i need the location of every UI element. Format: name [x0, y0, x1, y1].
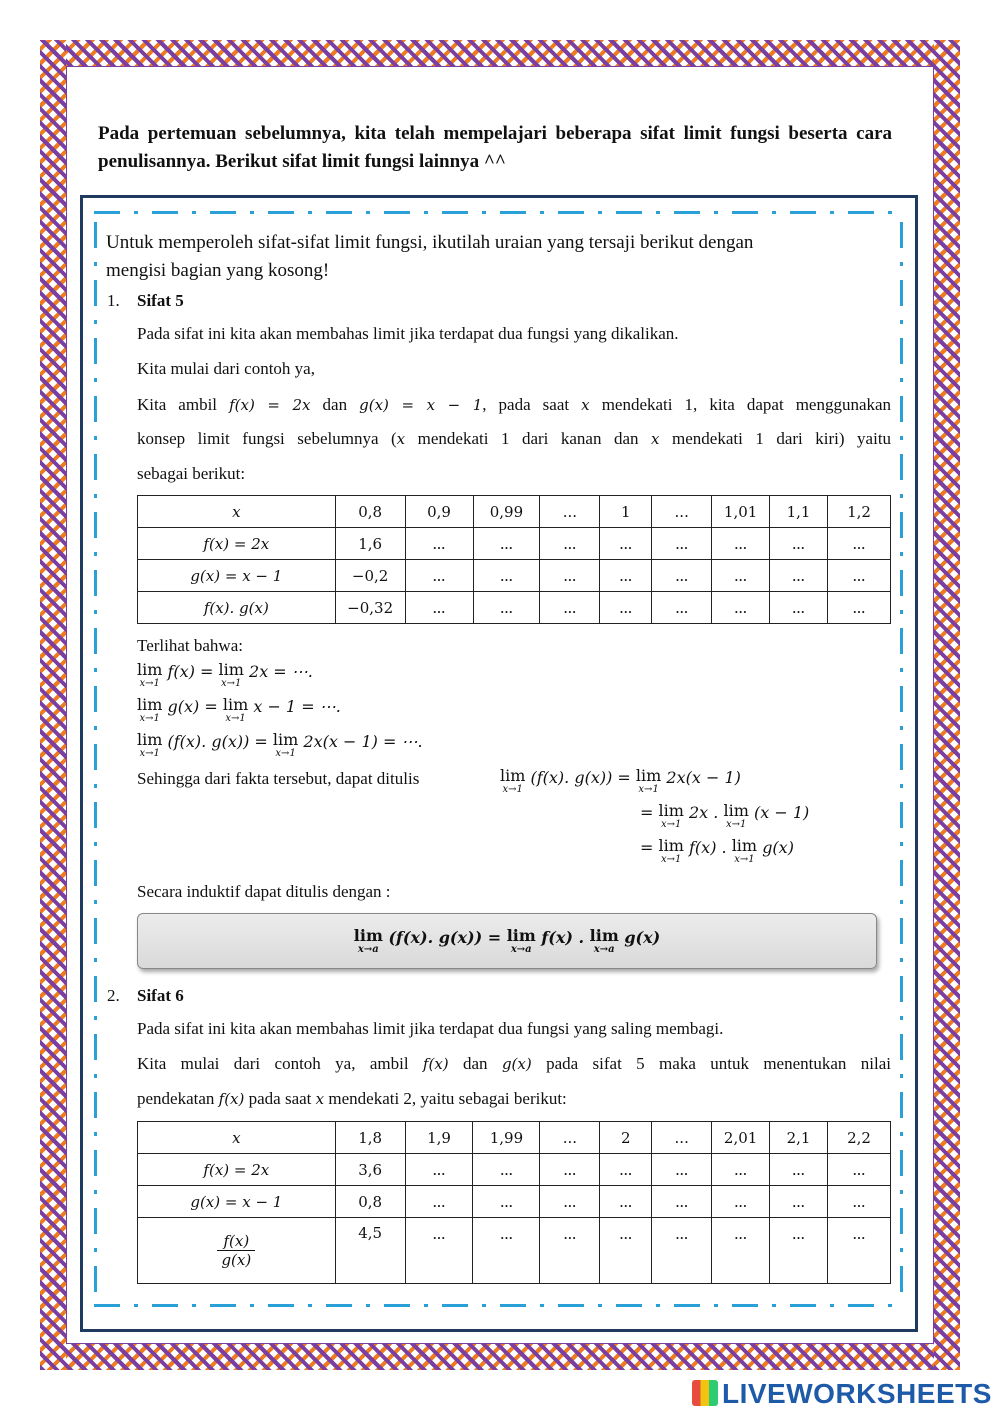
blank-cell[interactable]: ...: [600, 560, 652, 592]
lim-operator: lim x→1: [723, 801, 749, 830]
sifat5-p3-text-a: Kita ambil: [137, 395, 218, 414]
lim-operator: lim x→1: [635, 766, 662, 795]
lim-operator: lim x→1: [218, 660, 244, 689]
sifat5-paragraph-1: Pada sifat ini kita akan membahas limit jika terdapat dua fungsi yang dikalikan.: [137, 324, 679, 343]
blank-cell[interactable]: ...: [600, 1186, 652, 1218]
derivation-line-3: [640, 838, 794, 866]
sifat6-p3-fx: f(x): [218, 1090, 245, 1108]
sifat6-p3-text-c: mendekati 2, yaitu sebagai berikut:: [328, 1089, 567, 1108]
sifat5-p4-text-c: mendekati 1 dari kiri) yaitu: [672, 429, 892, 448]
formula-rhs-b: g(x): [624, 928, 661, 947]
lim-operator: lim x→a: [506, 926, 536, 955]
table-header-cell: 1,99: [473, 1122, 540, 1154]
blank-cell[interactable]: ...: [405, 1218, 473, 1284]
sifat6-p3-text-a: pendekatan: [137, 1089, 215, 1108]
table-row: [138, 528, 891, 560]
limit-gx-blank[interactable]: x − 1 = ⋯.: [253, 697, 341, 716]
blank-cell[interactable]: ...: [405, 1154, 473, 1186]
decorative-border-top: [40, 40, 960, 66]
limit-line-product: [137, 732, 423, 760]
sifat6-p2-gx: g(x): [501, 1055, 532, 1073]
sifat6-p3-var-x: x: [315, 1090, 325, 1108]
table-header-cell: ...: [540, 496, 600, 528]
blank-cell[interactable]: ...: [600, 1218, 652, 1284]
derivation-2-b: (x − 1): [753, 803, 810, 822]
blank-cell[interactable]: ...: [828, 592, 891, 624]
decorative-border-right: [934, 40, 960, 1370]
sifat5-p3-dan: dan: [322, 395, 348, 414]
lim-operator: lim x→1: [731, 836, 758, 865]
sifat5-p3-text-c: mendekati 1, kita dapat menggunakan: [601, 395, 892, 414]
blank-cell[interactable]: ...: [473, 1154, 540, 1186]
instructions-line-1: Untuk memperoleh sifat-sifat limit fungsi, ikutilah uraian yang tersaji berikut dengan: [106, 232, 754, 253]
derivation-line-1: [500, 768, 741, 796]
table-cell: 1,6: [335, 528, 405, 560]
limit-product-blank[interactable]: 2x(x − 1) = ⋯.: [303, 732, 423, 751]
blank-cell[interactable]: ...: [473, 560, 540, 592]
limit-gx-expr: g(x) =: [167, 697, 223, 716]
blank-cell[interactable]: ...: [828, 560, 891, 592]
table-row: [138, 1186, 891, 1218]
limit-line-gx: [137, 697, 341, 725]
sifat5-paragraph-3: [137, 393, 891, 417]
table-header-cell: 2: [600, 1122, 652, 1154]
blank-cell[interactable]: ...: [770, 592, 828, 624]
sifat5-gx-def: g(x) = x − 1: [359, 396, 483, 414]
limit-fx-blank[interactable]: 2x = ⋯.: [249, 662, 313, 681]
blank-cell[interactable]: ...: [473, 1186, 540, 1218]
table-cell: −0,32: [335, 592, 405, 624]
intro-text: Pada pertemuan sebelumnya, kita telah mempelajari beberapa sifat limit fungsi beserta cara penulisannya. Berikut sifat limit fungsi lainnya ^^: [98, 123, 892, 172]
blank-cell[interactable]: ...: [712, 1186, 770, 1218]
blank-cell[interactable]: ...: [770, 560, 828, 592]
blank-cell[interactable]: ...: [600, 528, 652, 560]
dashed-frame-left: [94, 222, 97, 1300]
sifat6-number: 2.: [107, 986, 120, 1005]
sifat5-p3-text-b: , pada saat: [482, 395, 570, 414]
blank-cell[interactable]: ...: [405, 528, 473, 560]
blank-cell[interactable]: ...: [828, 1186, 891, 1218]
blank-cell[interactable]: ...: [770, 1186, 828, 1218]
sifat5-formula-box: [137, 913, 877, 969]
table-cell: 3,6: [335, 1154, 405, 1186]
blank-cell[interactable]: ...: [405, 592, 473, 624]
blank-cell[interactable]: ...: [770, 1218, 828, 1284]
sifat6-title: Sifat 6: [137, 986, 184, 1005]
sifat5-p3-var-x: x: [581, 396, 590, 414]
instructions-line-2: mengisi bagian yang kosong!: [106, 260, 330, 281]
table-header-cell: 0,8: [335, 496, 405, 528]
derivation-2-eq: =: [640, 803, 659, 822]
induktif-text: Secara induktif dapat ditulis dengan :: [137, 882, 391, 901]
blank-cell[interactable]: ...: [652, 1154, 712, 1186]
blank-cell[interactable]: ...: [540, 1154, 600, 1186]
blank-cell[interactable]: ...: [473, 592, 540, 624]
table-cell: 4,5: [335, 1218, 405, 1284]
terlihat-bahwa: Terlihat bahwa:: [137, 636, 243, 655]
blank-cell[interactable]: ...: [712, 1154, 770, 1186]
sifat6-paragraph-1: Pada sifat ini kita akan membahas limit jika terdapat dua fungsi yang saling membagi.: [137, 1019, 724, 1038]
table-header-cell: 1,9: [405, 1122, 473, 1154]
blank-cell[interactable]: ...: [828, 1218, 891, 1284]
derivation-1-rhs: 2x(x − 1): [666, 768, 741, 787]
derivation-3-b: g(x): [762, 838, 794, 857]
blank-cell[interactable]: ...: [652, 592, 712, 624]
blank-cell[interactable]: ...: [770, 528, 828, 560]
row-label-fx: f(x) = 2x: [138, 1154, 336, 1186]
derivation-3-a: f(x) .: [689, 838, 732, 857]
table-header-cell: 2,2: [828, 1122, 891, 1154]
lim-operator: lim x→1: [222, 695, 249, 724]
blank-cell[interactable]: ...: [652, 528, 712, 560]
formula-lhs: (f(x). g(x)) =: [388, 928, 507, 947]
row-label-gx: g(x) = x − 1: [138, 560, 336, 592]
limit-product-expr: (f(x). g(x)) =: [167, 732, 273, 751]
blank-cell[interactable]: ...: [652, 560, 712, 592]
row-label-product: f(x). g(x): [138, 592, 336, 624]
derivation-line-2: [640, 803, 809, 831]
table-header-cell: 1,8: [335, 1122, 405, 1154]
table-header-cell: 0,9: [405, 496, 473, 528]
blank-cell[interactable]: ...: [540, 1186, 600, 1218]
liveworksheets-logo: [692, 1378, 992, 1410]
blank-cell[interactable]: ...: [652, 1218, 712, 1284]
sifat5-fx-def: f(x) = 2x: [229, 396, 311, 414]
blank-cell[interactable]: ...: [540, 592, 600, 624]
table-header-cell: 1,2: [828, 496, 891, 528]
limit-line-fx: [137, 662, 313, 690]
sifat6-p2-dan: dan: [463, 1054, 488, 1073]
blank-cell[interactable]: ...: [712, 528, 770, 560]
lim-operator: lim x→1: [137, 660, 163, 689]
lim-operator: lim x→a: [353, 926, 383, 955]
sifat5-paragraph-5: sebagai berikut:: [137, 464, 246, 483]
table-header-cell: ...: [540, 1122, 600, 1154]
table-header-cell: 2,01: [712, 1122, 770, 1154]
dashed-frame-bottom: [94, 1304, 894, 1307]
blank-cell[interactable]: ...: [600, 1154, 652, 1186]
table-header-cell: 1,1: [770, 496, 828, 528]
table-row: [138, 1218, 891, 1284]
blank-cell[interactable]: ...: [473, 528, 540, 560]
blank-cell[interactable]: ...: [405, 560, 473, 592]
lim-operator: lim x→1: [137, 730, 163, 759]
sehingga-text: Sehingga dari fakta tersebut, dapat ditulis: [137, 769, 420, 788]
formula-rhs-a: f(x) .: [541, 928, 590, 947]
quotient-fraction: $\frac{f(x)}{g(x)}$: [217, 1232, 255, 1269]
sifat5-p4-text-b: mendekati 1 dari kanan dan: [417, 429, 639, 448]
derivation-2-a: 2x .: [689, 803, 724, 822]
lim-operator: lim x→1: [658, 836, 684, 865]
sifat6-p2-text-a: Kita mulai dari contoh ya, ambil: [137, 1054, 409, 1073]
derivation-3-eq: =: [640, 838, 659, 857]
blank-cell[interactable]: ...: [600, 592, 652, 624]
limit-fx-expr: f(x) =: [167, 662, 219, 681]
lim-operator: lim x→1: [137, 695, 163, 724]
sifat6-paragraph-3: [137, 1087, 567, 1111]
logo-icon: [692, 1380, 718, 1406]
blank-cell[interactable]: ...: [652, 1186, 712, 1218]
logo-text: LIVEWORKSHEETS: [722, 1378, 992, 1409]
table-header-cell: x: [138, 1122, 336, 1154]
table-header-cell: x: [138, 496, 336, 528]
lim-operator: lim x→1: [272, 730, 299, 759]
blank-cell[interactable]: ...: [405, 1186, 473, 1218]
blank-cell[interactable]: ...: [540, 528, 600, 560]
table-row: [138, 1154, 891, 1186]
dashed-frame-right: [900, 222, 903, 1300]
sifat5-table-header-row: [138, 496, 891, 528]
decorative-border-bottom: [40, 1344, 960, 1370]
table-row: [138, 592, 891, 624]
decorative-border-left: [40, 40, 66, 1370]
table-cell: −0,2: [335, 560, 405, 592]
lim-operator: lim x→a: [589, 926, 619, 955]
blank-cell[interactable]: ...: [540, 560, 600, 592]
sifat6-p3-text-b: pada saat: [248, 1089, 312, 1108]
table-header-cell: 1: [600, 496, 652, 528]
blank-cell[interactable]: ...: [540, 1218, 600, 1284]
lim-operator: lim x→1: [658, 801, 684, 830]
sifat5-table: [137, 495, 891, 624]
blank-cell[interactable]: ...: [712, 1218, 770, 1284]
blank-cell[interactable]: ...: [828, 1154, 891, 1186]
lim-operator: lim x→1: [500, 766, 526, 795]
row-label-fx: f(x) = 2x: [138, 528, 336, 560]
sifat5-p4-text-a: konsep limit fungsi sebelumnya (: [137, 429, 397, 448]
sifat5-paragraph-2: Kita mulai dari contoh ya,: [137, 359, 315, 378]
sifat5-p4-var-x-2: x: [651, 430, 660, 448]
sifat5-paragraph-4: [137, 427, 891, 451]
sifat5-number: 1.: [107, 291, 120, 310]
sifat6-table-header-row: [138, 1122, 891, 1154]
table-cell: 0,8: [335, 1186, 405, 1218]
table-header-cell: ...: [652, 1122, 712, 1154]
table-row: [138, 560, 891, 592]
sifat5-title: Sifat 5: [137, 291, 184, 310]
sifat6-table: [137, 1121, 891, 1284]
sifat6-p2-text-b: pada sifat 5 maka untuk menentukan nilai: [546, 1054, 891, 1073]
blank-cell[interactable]: ...: [712, 592, 770, 624]
sifat6-paragraph-2: [137, 1052, 891, 1076]
table-header-cell: ...: [652, 496, 712, 528]
dashed-frame-top: [94, 211, 894, 214]
blank-cell[interactable]: ...: [828, 528, 891, 560]
row-label-gx: g(x) = x − 1: [138, 1186, 336, 1218]
blank-cell[interactable]: ...: [712, 560, 770, 592]
derivation-1-lhs: (f(x). g(x)) =: [530, 768, 636, 787]
table-header-cell: 2,1: [770, 1122, 828, 1154]
table-header-cell: 0,99: [473, 496, 540, 528]
blank-cell[interactable]: ...: [770, 1154, 828, 1186]
sifat6-p2-fx: f(x): [422, 1055, 449, 1073]
blank-cell[interactable]: ...: [473, 1218, 540, 1284]
sifat5-p4-var-x-1: x: [396, 430, 406, 448]
row-label-quotient: [138, 1218, 336, 1284]
table-header-cell: 1,01: [712, 496, 770, 528]
